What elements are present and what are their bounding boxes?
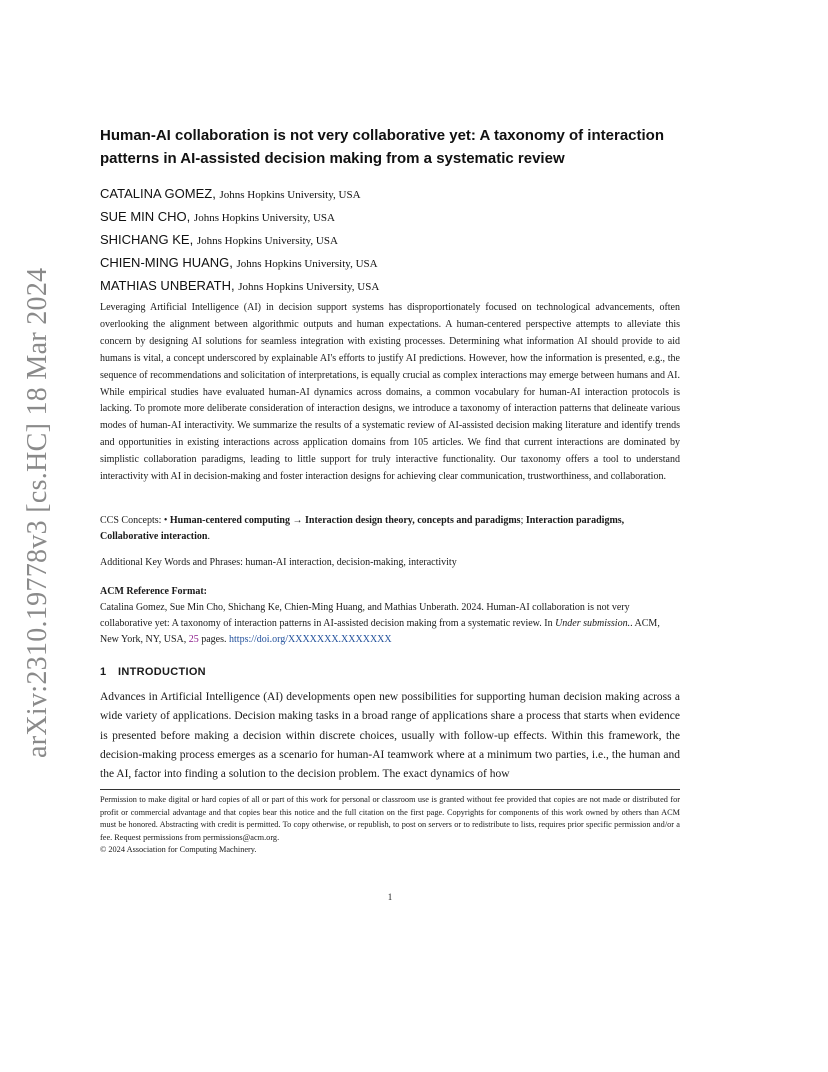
permission-text: Permission to make digital or hard copies of all or part of this work for personal or classroom use is granted without fee provided that copies are not made or distributed for profit or commercial advantage and that copies bear this notice and the full citation on the first page. Copyrights for components of this work owned by others than ACM must be honored. Abstracting with credit is permitted. To copy otherwise, or republish, to post on servers or to redistribute to lists, requires prior specific permission and/or a fee. Request permissions from permissions@acm.org.: [100, 795, 680, 842]
author-name: CATALINA GOMEZ,: [100, 186, 216, 201]
intro-paragraph: Advances in Artificial Intelligence (AI) developments open new possibilities for supporting human decision making across a wide variety of applications. Decision making tasks in a broad range of applications share a process that starts when evidence is presented before making a decision within discrete choices, usually with follow-up effects. Within this framework, the decision-making process emerges as a scenario for human-AI teamwork where at a minimum two parties, i.e., the human and the AI, factor into finding a solution to the decision problem. The exact dynamics of how: [100, 691, 680, 781]
ccs-concept-1: Human-centered computing → Interaction design theory, concepts and paradigms: [169, 515, 521, 526]
ccs-label: CCS Concepts: •: [100, 515, 168, 526]
page-count-link[interactable]: 25: [188, 634, 199, 645]
author-affiliation: Johns Hopkins University, USA: [193, 212, 335, 224]
page-number: 1: [387, 892, 393, 902]
section-number: 1: [100, 666, 107, 678]
ccs-concept-2: Interaction paradigms, Collaborative interaction: [100, 515, 625, 542]
author-5: [100, 275, 680, 298]
acm-reference-text: Catalina Gomez, Sue Min Cho, Shichang Ke, Chien-Ming Huang, and Mathias Unberath. 2024. Human-AI collaboration is not very collaborative yet: A taxonomy of interaction patterns in AI-assisted decision making from a systematic review. In: [100, 602, 630, 629]
copyright-text: © 2024 Association for Computing Machinery.: [100, 845, 257, 855]
acm-reference-venue: Under submission.: [555, 618, 631, 629]
acm-reference: [100, 584, 680, 648]
author-affiliation: Johns Hopkins University, USA: [238, 281, 380, 293]
author-affiliation: Johns Hopkins University, USA: [196, 235, 338, 247]
footnote-rule: [100, 789, 680, 790]
author-name: SHICHANG KE,: [100, 232, 194, 247]
section-title: INTRODUCTION: [118, 666, 206, 678]
author-3: [100, 229, 680, 252]
author-name: MATHIAS UNBERATH,: [100, 278, 235, 293]
acm-reference-heading: ACM Reference Format:: [100, 586, 207, 597]
permission-footnote: [100, 794, 680, 857]
keywords: Additional Key Words and Phrases: human-AI interaction, decision-making, interactivity: [100, 557, 457, 568]
section-heading: [100, 666, 680, 678]
ccs-separator: ;: [520, 515, 526, 526]
paper-title: Human-AI collaboration is not very collaborative yet: A taxonomy of interaction patterns in AI-assisted decision making from a systematic review: [100, 127, 664, 167]
author-2: [100, 206, 680, 229]
arxiv-stamp: arXiv:2310.19778v3 [cs.HC] 18 Mar 2024: [22, 267, 53, 758]
acm-reference-publisher: . ACM, New York, NY, USA,: [100, 618, 660, 645]
author-affiliation: Johns Hopkins University, USA: [236, 258, 378, 270]
abstract: Leveraging Artificial Intelligence (AI) in decision support systems has disproportionately focused on technological advancements, often overlooking the alignment between algorithmic outputs and human expectations. A human-centered perspective attempts to alleviate this concern by designing AI solutions for seamless integration with existing processes. Determining what information AI should provide to aid humans is vital, a concept underscored by explainable AI's efforts to justify AI predictions. However, how the information is presented, e.g., the sequence of recommendations and solicitation of interpretations, is equally crucial as complex interactions may emerge between humans and AI. While empirical studies have evaluated human-AI dynamics across domains, a common vocabulary for human-AI interaction protocols is lacking. To promote more deliberate consideration of interaction designs, we introduce a taxonomy of interaction patterns that delineate various modes of human-AI interactivity. We summarize the results of a systematic review of AI-assisted decision making literature and identify trends and opportunities in existing interactions across application domains from 105 articles. We find that current interactions are dominated by simplistic collaboration paradigms, leading to little support for truly interactive functionality. Our taxonomy offers a tool to understand interactivity with AI in decision-making and foster interaction designs for achieving clear communication, trustworthiness, and collaboration.: [100, 302, 680, 483]
author-4: [100, 252, 680, 275]
acm-reference-pages-suffix: pages.: [198, 634, 230, 645]
ccs-concepts: [100, 513, 680, 545]
author-1: [100, 183, 680, 206]
ccs-end: .: [207, 531, 210, 542]
author-affiliation: Johns Hopkins University, USA: [219, 189, 361, 201]
author-list: [100, 183, 680, 298]
doi-link[interactable]: https://doi.org/XXXXXXX.XXXXXXX: [229, 634, 392, 645]
author-name: SUE MIN CHO,: [100, 209, 191, 224]
author-name: CHIEN-MING HUANG,: [100, 255, 233, 270]
